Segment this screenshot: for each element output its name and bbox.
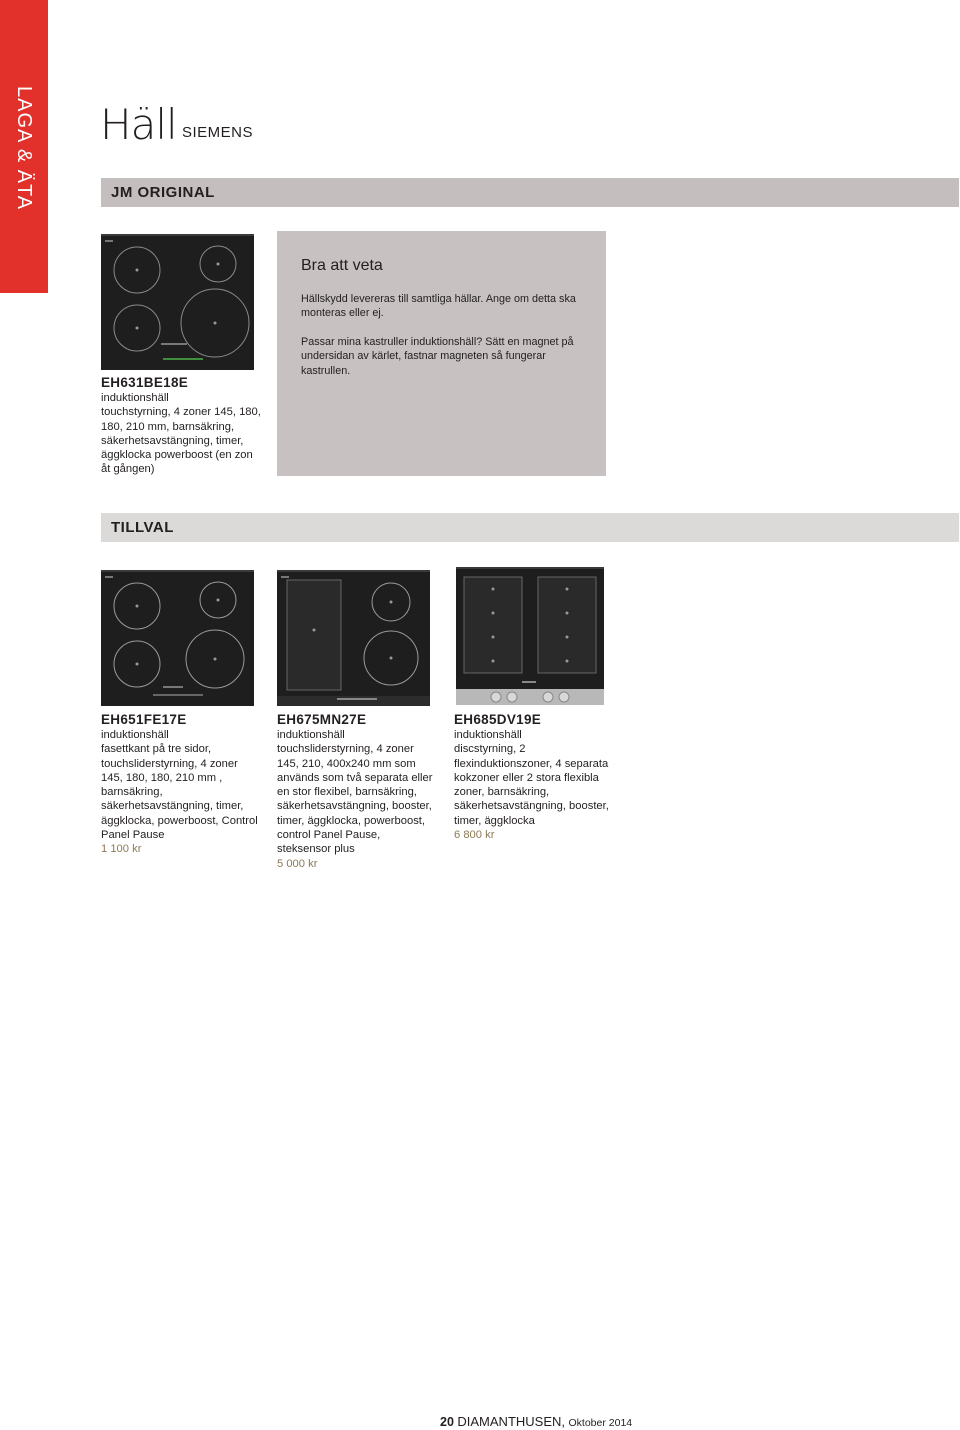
section-bar-options bbox=[101, 513, 959, 542]
hob-image-eh651fe17e bbox=[101, 570, 254, 706]
hob-illustration bbox=[101, 572, 254, 706]
product-description: touchsliderstyrning, 4 zoner 145, 210, 400x240 mm som används som två separata eller en stor flexibel, barnsäkring, säkerhetsavstängning, booster, timer, äggklocka, powerboost, control Panel Pause, steksensor plus bbox=[277, 743, 433, 856]
product-type: induktionshäll bbox=[101, 729, 169, 741]
product-eh651fe17e bbox=[101, 712, 261, 857]
section-title-options: TILLVAL bbox=[111, 519, 174, 536]
page-number: 20 bbox=[440, 1415, 454, 1429]
section-bar-original bbox=[101, 178, 959, 207]
hob-image-eh631be18e bbox=[101, 234, 254, 370]
product-model: EH685DV19E bbox=[454, 712, 542, 727]
product-description: touchstyrning, 4 zoner 145, 180, 180, 210 mm, barnsäkring, säkerhetsavstängning, timer, äggklocka powerboost (en zon åt gången) bbox=[101, 406, 261, 476]
product-type: induktionshäll bbox=[277, 729, 345, 741]
product-price: 6 800 kr bbox=[454, 829, 495, 842]
info-box bbox=[277, 231, 606, 476]
product-model: EH651FE17E bbox=[101, 712, 187, 727]
info-paragraph-2: Passar mina kastruller induktionshäll? Sätt en magnet på undersidan av kärlet, fastnar magneten så fungerar kastrullen. bbox=[301, 336, 574, 377]
hob-illustration bbox=[101, 236, 254, 370]
page-title: Häll bbox=[100, 100, 177, 149]
product-model: EH675MN27E bbox=[277, 712, 367, 727]
product-description: fasettkant på tre sidor, touchsliderstyrning, 4 zoner 145, 180, 180, 210 mm , barnsäkring, säkerhetsavstängning, timer, äggklocka, powerboost, Control Panel Pause bbox=[101, 743, 258, 842]
product-price: 1 100 kr bbox=[101, 843, 142, 856]
page-footer bbox=[440, 1414, 632, 1429]
product-type: induktionshäll bbox=[454, 729, 522, 741]
product-description: discstyrning, 2 flexinduktionszoner, 4 separata kokzoner eller 2 stora flexibla zoner, barnsäkring, säkerhetsavstängning, booster, timer, äggklocka bbox=[454, 743, 609, 827]
product-eh631be18e bbox=[101, 375, 261, 477]
hob-image-eh675mn27e bbox=[277, 570, 430, 706]
hob-illustration bbox=[456, 569, 604, 705]
side-tab bbox=[0, 0, 48, 293]
product-price: 5 000 kr bbox=[277, 857, 318, 870]
info-paragraph-1: Hällskydd levereras till samtliga hällar. Ange om detta ska monteras eller ej. bbox=[301, 293, 576, 320]
side-tab-label: LAGA & ÄTA bbox=[13, 86, 35, 211]
footer-brand: DIAMANTHUSEN, bbox=[457, 1414, 566, 1429]
footer-date: Oktober 2014 bbox=[568, 1417, 633, 1429]
product-eh675mn27e bbox=[277, 712, 435, 871]
section-title-original: JM ORIGINAL bbox=[111, 184, 215, 201]
page-subtitle: SIEMENS bbox=[182, 124, 254, 141]
product-eh685dv19e bbox=[454, 712, 612, 842]
product-type: induktionshäll bbox=[101, 392, 169, 404]
hob-illustration bbox=[277, 572, 430, 706]
info-title: Bra att veta bbox=[301, 257, 383, 274]
hob-image-eh685dv19e bbox=[456, 567, 604, 705]
product-model: EH631BE18E bbox=[101, 375, 189, 390]
